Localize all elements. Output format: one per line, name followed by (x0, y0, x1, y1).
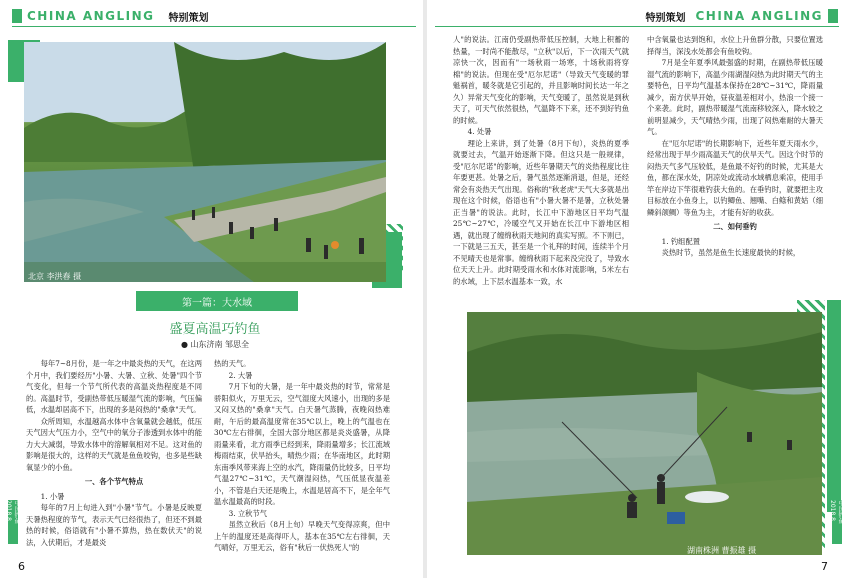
header-section: 特别策划 (645, 12, 686, 24)
header-rule (435, 26, 839, 27)
right-col-1 (453, 34, 629, 287)
right-page-number: 7 (821, 560, 828, 573)
left-header (12, 8, 209, 24)
paragraph: 理论上来讲，到了处暑（8月下旬），炎热的夏季就要过去，气温开始逐渐下降。但这只是一般规律，受"厄尔尼诺"的影响，近些年暑期天气的炎热程度比往年要更甚。处暑之后，暑气虽然逐渐消退，但是，还经常会有炎热天气出现。俗称的"秋老虎"天气大多就是出现在这个时候，俗语也有"小暑大暑不是暑，立秋处暑正当暑"的说法。此时，长江中下游地区日平均气温25℃~27℃，冷暖空气又开始在长江中下游地区相遇，就出现了缠绵秋雨天地间的真实写照。不下则已，一下就是三五天，甚至是一个礼拜的时间，连续半个月不见晴天也是常事。缠绵秋雨下起来没完没了，导致水位天天上升。此时期受雨水和水体对流影响，5米左右的水域，上下层水温基本一致，水 (453, 138, 629, 286)
section-heading: 一、各个节气特点 (84, 477, 144, 486)
article-title: 盛夏高温巧钓鱼 (169, 322, 261, 337)
right-side-tab: 中国钓鱼 2018.8 (832, 500, 842, 544)
lake-fishing-photo (24, 42, 386, 282)
paragraph: 炎热时节，虽然是鱼生长速度最快的时候， (661, 248, 801, 257)
paragraph: 每年7~8月份，是一年之中最炎热的天气，在这两个月中，我们要经历"小暑、大暑、立秋、处暑"四个节气变化，但每一个节气所代表的高温炎热程度是不同的。高温时节，受副热带低压暖湿气流的影响，气压偏低，水温却居高不下，出现的多是闷热的"桑拿"天气。 (26, 359, 202, 414)
subheading: 3. 立秋节气 (228, 508, 268, 518)
right-photo-caption: 湖南株洲 曹振雄 摄 (687, 546, 757, 555)
header-section: 特别策划 (168, 12, 209, 24)
right-header (645, 8, 838, 24)
riverbank-fishing-photo (467, 312, 822, 555)
header-brand: CHINA ANGLING (695, 9, 823, 23)
paragraph: 虽然立秋后（8月上旬）早晚天气变得凉爽，但中上午的温度还是高得吓人，基本在35℃左右徘徊，天气晴好，万里无云，俗有"秋后一伏热死人"的 (214, 520, 390, 552)
left-col-2 (214, 358, 390, 554)
header-brand: CHINA ANGLING (27, 9, 155, 23)
decor-green-block-side (827, 300, 841, 512)
paragraph: 人"的说法。江南仍受副热带低压控制，大地上积蓄的热量，一时尚不能散尽，"立秋"以后，下一次雨天气就凉快一次，因而有"一场秋雨一场寒，十场秋雨将穿棉"的说法。但现在受"厄尔尼诺"（导致天气变暖的罪魁祸首，暖冬就是它引起的，并且影响时间长达一年之久）异常天气变化的影响，天气变暖了，虽然说是到秋天了，可天气依然很热，气温降不下来，还不到好钓鱼的时候。 (453, 35, 629, 125)
subheading: 1. 钓组配置 (661, 236, 701, 246)
left-side-tab: 中国钓鱼 2018.8 (8, 500, 18, 544)
subheading: 1. 小暑 (40, 491, 65, 501)
chapter-banner: 第一篇：大水域 (136, 291, 298, 311)
right-col-2 (647, 34, 823, 259)
left-photo-caption: 北京 李洪春 摄 (28, 272, 82, 281)
paragraph: 众所周知，水温越高水体中含氧量就会越低，低压天气因大气压力小，空气中的氧分子渗透到水体中的能力大大减弱，导致水体中的溶解氧相对不足。这对鱼的影响是很大的，这样的天气就是鱼鱼咬钩，也多是些缺氧显少的小鱼。 (26, 416, 202, 472)
header-rule (12, 26, 416, 27)
paragraph: 中含氧量也达到饱和，水位上升鱼群分散，只要位置选择得当，深浅水处都会有鱼咬钩。 (647, 35, 823, 56)
header-marker (12, 9, 22, 23)
paragraph: 7月下旬的大暑，是一年中最炎热的时节，常常是骄阳似火，万里无云，空气湿度大风速小，出现的多是又闷又热的"桑拿"天气。白天暑气蒸腾，夜晚闷热难耐，午后的最高温度常在35℃以上，晚上的气温也在30℃左右徘徊，全国大部分地区都是炎炎盛暑，从降雨量来看，北方雨季已经到来，降雨量增多；长江流域梅雨结束，伏旱抬头，晴热少雨；在华南地区，此时期东南季风带来海上空的水汽，降雨量仍比较多，日平均气温27℃~31℃，天气潮湿闷热，气压低显夜温差小，不管是白天还是晚上，水温是居高不下，是全年气温水温最高的时段。 (214, 382, 390, 506)
left-page-number: 6 (18, 560, 25, 573)
paragraph: 7月是全年夏季风最强盛的时期，在副热带低压暖湿气流的影响下，高温少雨湖湿闷热为此时期天气的主要特色，日平均气温基本保持在28℃~31℃，降雨量减少，南方伏旱开始，昼夜温差相对小，热浪一个接一个来袭。此时，副热带暖湿气流南移较深入，降水较之前明显减少，天气晴热少雨，出现了闷热难耐的大暑天气。 (647, 58, 823, 136)
left-col-1 (26, 358, 202, 548)
article-author: ● 山东济南 邹思全 (180, 340, 250, 349)
subheading: 4. 处暑 (467, 127, 492, 136)
subheading: 2. 大暑 (228, 370, 253, 380)
header-marker (828, 9, 838, 23)
section-heading: 二、如何垂钓 (713, 222, 757, 231)
paragraph: 热的天气。 (214, 359, 251, 368)
paragraph: 每年的7月上旬进入到"小暑"节气。小暑是反映夏天暑热程度的节气，表示天气已经很热了，但还不到最热的时候，俗语就有"小暑不算热，热在数伏天"的说法，入伏期后，才是最炎 (26, 503, 202, 547)
paragraph: 在"厄尔尼诺"的长期影响下，近些年夏天雨水少，经常出现于旱少雨高温天气的伏旱天气。因这个时节的闷热天气多气压较低，是鱼最不好钓的时候，尤其是大鱼，都在深水处，阴凉处或流动水域栖息乘凉，使用手竿在岸边下竿很难钓获大鱼的。在垂钓时，就要把主攻目标放在小鱼身上，以钓鲫鱼、翘嘴、白鲦和黄姑（细鳞斜颌鲷）等鱼为主，才能有好的收获。 (647, 138, 823, 217)
left-page (0, 0, 423, 578)
